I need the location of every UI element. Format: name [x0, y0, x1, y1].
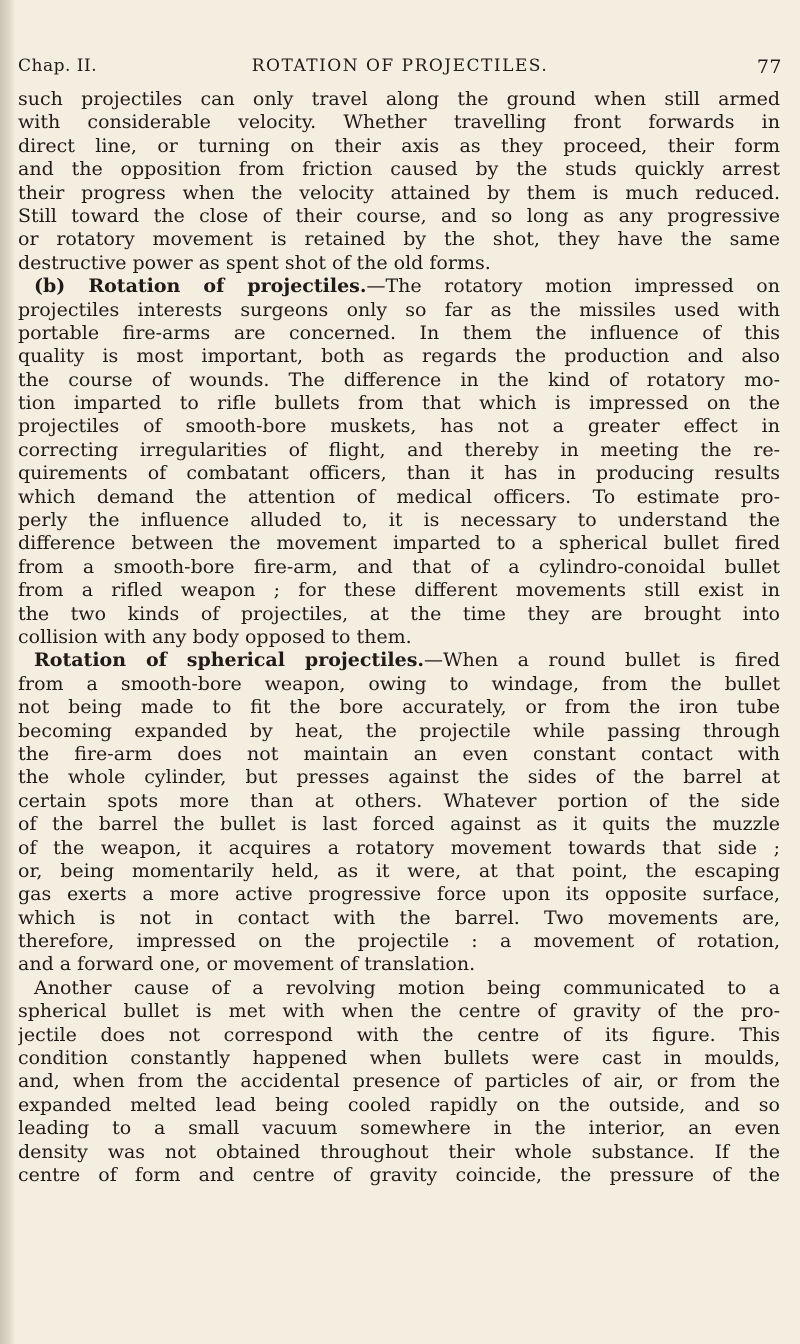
text-line: [18, 603, 780, 626]
line-text: becoming expanded by heat, the projectile while passing through: [18, 719, 780, 742]
line-text: collision with any body opposed to them.: [18, 625, 412, 648]
line-text: quirements of combatant officers, than it has in producing results: [18, 462, 780, 485]
text-line: [18, 1070, 780, 1093]
text-line: [18, 1000, 780, 1023]
body-text: [18, 88, 780, 1187]
line-text: Still toward the close of their course, and so long as any progressive: [18, 204, 780, 227]
line-text: expanded melted lead being cooled rapidly on the outside, and so: [18, 1093, 780, 1116]
line-text: the two kinds of projectiles, at the time they are brought into: [18, 602, 780, 625]
text-line: [18, 182, 780, 205]
text-line: [18, 883, 780, 906]
line-text: difference between the movement imparted to a spherical bullet fired: [18, 532, 780, 555]
line-text: or, being momentarily held, as it were, at that point, the escaping: [18, 859, 780, 882]
line-text: the fire-arm does not maintain an even constant contact with: [18, 742, 780, 765]
line-text: gas exerts a more active progressive force upon its opposite surface,: [18, 883, 780, 906]
running-title: ROTATION OF PROJECTILES.: [251, 56, 549, 76]
line-text: of the weapon, it acquires a rotatory movement towards that side ;: [18, 836, 780, 859]
line-text: and, when from the accidental presence of particles of air, or from the: [18, 1070, 780, 1093]
line-text: portable fire-arms are concerned. In them the influence of this: [18, 321, 780, 344]
text-line: [18, 392, 780, 415]
line-text: not being made to fit the bore accurately, or from the iron tube: [18, 696, 780, 719]
section-heading: (b) Rotation of projectiles.: [34, 275, 367, 298]
text-line: [18, 930, 780, 953]
line-text: the whole cylinder, but presses against the sides of the barrel at: [18, 766, 780, 789]
text-line: [18, 1094, 780, 1117]
text-line: [18, 322, 780, 345]
line-text: their progress when the velocity attained by them is much reduced.: [18, 181, 780, 204]
text-line: [18, 439, 780, 462]
line-text: destructive power as spent shot of the old forms.: [18, 251, 491, 274]
text-line: [18, 837, 780, 860]
text-line: [18, 556, 780, 579]
line-text: quality is most important, both as regards the production and also: [18, 345, 780, 368]
text-line: [18, 1024, 780, 1047]
line-text: with considerable velocity. Whether travelling front forwards in: [18, 111, 780, 134]
text-line: [18, 462, 780, 485]
text-line: [18, 135, 780, 158]
text-line: [18, 579, 780, 602]
line-text: density was not obtained throughout their whole substance. If the: [18, 1140, 780, 1163]
chapter-label: Chap. II.: [18, 56, 98, 76]
line-text: direct line, or turning on their axis as they proceed, their form: [18, 134, 780, 157]
line-text: or rotatory movement is retained by the shot, they have the same: [18, 228, 780, 251]
text-line: [18, 1047, 780, 1070]
text-line: [18, 228, 780, 251]
text-line: [18, 275, 780, 298]
text-line: [18, 860, 780, 883]
line-text: leading to a small vacuum somewhere in the interior, an even: [18, 1117, 780, 1140]
text-line: [18, 1117, 780, 1140]
line-text: Another cause of a revolving motion being communicated to a: [34, 976, 780, 999]
text-line: [18, 696, 780, 719]
text-line: [18, 1141, 780, 1164]
running-header: [18, 56, 782, 84]
text-line: [18, 486, 780, 509]
line-text: —When a round bullet is fired: [424, 649, 780, 672]
line-text: from a smooth-bore weapon, owing to windage, from the bullet: [18, 672, 780, 695]
text-line: [18, 88, 780, 111]
line-text: therefore, impressed on the projectile : a movement of rotation,: [18, 930, 780, 953]
line-text: perly the influence alluded to, it is necessary to understand the: [18, 509, 780, 532]
text-line: [18, 158, 780, 181]
text-line: [18, 977, 780, 1000]
text-line: [18, 111, 780, 134]
binding-gutter: [0, 0, 16, 1344]
line-text: condition constantly happened when bullets were cast in moulds,: [18, 1047, 780, 1070]
text-line: [18, 766, 780, 789]
section-heading: Rotation of spherical projectiles.: [34, 649, 425, 672]
text-line: [18, 813, 780, 836]
line-text: spherical bullet is met with when the centre of gravity of the pro-: [18, 1000, 780, 1023]
text-line: [18, 509, 780, 532]
text-line: [18, 415, 780, 438]
line-text: certain spots more than at others. Whatever portion of the side: [18, 789, 780, 812]
line-text: centre of form and centre of gravity coincide, the pressure of the: [18, 1163, 780, 1186]
text-line: [18, 205, 780, 228]
page-number: 77: [756, 56, 782, 78]
line-text: projectiles of smooth-bore muskets, has not a greater effect in: [18, 415, 780, 438]
line-text: which is not in contact with the barrel. Two movements are,: [18, 906, 780, 929]
text-line: [18, 907, 780, 930]
text-line: [18, 369, 780, 392]
line-text: —The rotatory motion impressed on: [366, 275, 780, 298]
line-text: of the barrel the bullet is last forced against as it quits the muzzle: [18, 813, 780, 836]
text-line: [18, 299, 780, 322]
text-line: [18, 743, 780, 766]
line-text: the course of wounds. The difference in the kind of rotatory mo-: [18, 368, 780, 391]
text-line: [18, 252, 780, 275]
line-text: correcting irregularities of flight, and thereby in meeting the re-: [18, 438, 780, 461]
text-line: [18, 532, 780, 555]
text-line: [18, 790, 780, 813]
line-text: and the opposition from friction caused by the studs quickly arrest: [18, 158, 780, 181]
line-text: and a forward one, or movement of translation.: [18, 953, 476, 976]
line-text: jectile does not correspond with the centre of its figure. This: [18, 1023, 780, 1046]
text-line: [18, 673, 780, 696]
line-text: such projectiles can only travel along the ground when still armed: [18, 88, 780, 110]
text-line: [18, 1164, 780, 1187]
line-text: tion imparted to rifle bullets from that which is impressed on the: [18, 392, 780, 415]
line-text: from a rifled weapon ; for these different movements still exist in: [18, 579, 780, 602]
text-line: [18, 345, 780, 368]
line-text: projectiles interests surgeons only so far as the missiles used with: [18, 298, 780, 321]
line-text: from a smooth-bore fire-arm, and that of a cylindro-conoidal bullet: [18, 555, 780, 578]
text-line: [18, 649, 780, 672]
line-text: which demand the attention of medical officers. To estimate pro-: [18, 485, 780, 508]
text-line: [18, 953, 780, 976]
text-line: [18, 720, 780, 743]
text-line: [18, 626, 780, 649]
